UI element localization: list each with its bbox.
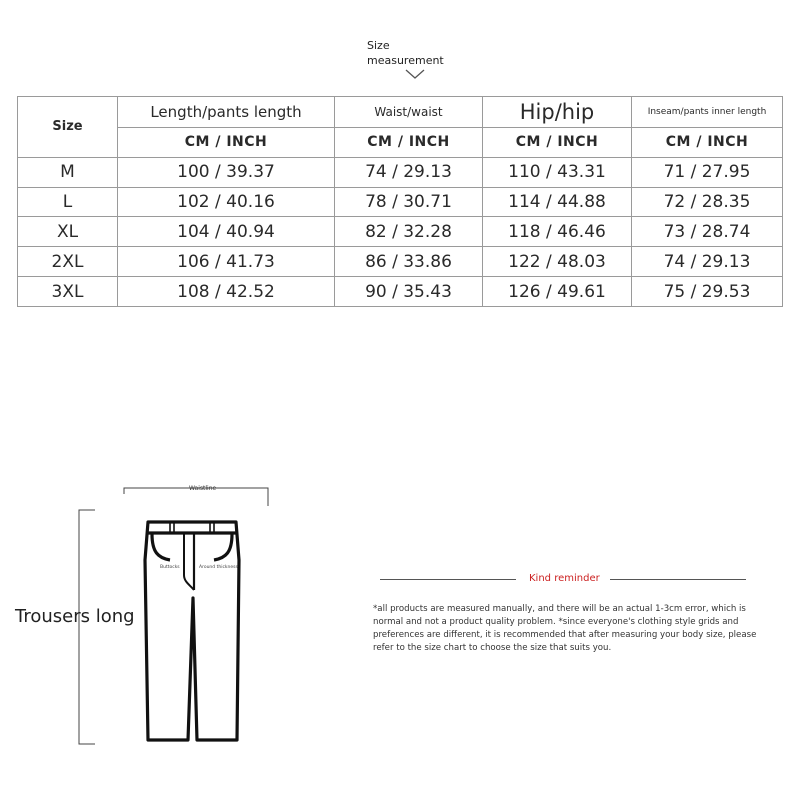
table-row <box>18 157 783 187</box>
hip-header: Hip/hip <box>483 97 632 128</box>
length-bracket <box>79 510 95 744</box>
inseam-cell: 73 / 28.74 <box>632 217 783 247</box>
size-measurement-title: Size measurement <box>367 39 444 67</box>
waist-cell: 74 / 29.13 <box>335 157 483 187</box>
waist-header: Waist/waist <box>335 97 483 128</box>
trousers-diagram <box>0 440 330 770</box>
unit-label: CM / INCH <box>483 127 632 157</box>
kind-reminder-text: *all products are measured manually, and there will be an actual 1-3cm error, which is normal and not a product quality problem. *since everyone's clothing style grids and preferences are different, it is recommended that after measuring your body size, please refer to the size chart to choose the size that suits you. <box>373 604 757 653</box>
size-cell: L <box>18 187 118 217</box>
size-header: Size <box>18 97 118 158</box>
buttocks-label: Buttocks <box>160 565 180 570</box>
inseam-header: Inseam/pants inner length <box>632 97 783 128</box>
chevron-down-icon <box>404 68 426 80</box>
length-cell: 106 / 41.73 <box>118 247 335 277</box>
length-cell: 108 / 42.52 <box>118 277 335 307</box>
inseam-cell: 75 / 29.53 <box>632 277 783 307</box>
inseam-cell: 74 / 29.13 <box>632 247 783 277</box>
unit-label: CM / INCH <box>632 127 783 157</box>
circumference-label: Around thickness <box>199 565 238 570</box>
divider <box>380 579 516 580</box>
unit-label: CM / INCH <box>118 127 335 157</box>
size-cell: M <box>18 157 118 187</box>
table-row <box>18 277 783 307</box>
hip-cell: 122 / 48.03 <box>483 247 632 277</box>
length-cell: 100 / 39.37 <box>118 157 335 187</box>
table-row <box>18 187 783 217</box>
hip-cell: 114 / 44.88 <box>483 187 632 217</box>
waist-cell: 90 / 35.43 <box>335 277 483 307</box>
size-cell: 2XL <box>18 247 118 277</box>
length-cell: 104 / 40.94 <box>118 217 335 247</box>
trousers-long-label: Trousers long <box>15 606 135 627</box>
kind-reminder-title: Kind reminder <box>529 573 600 584</box>
table-row <box>18 247 783 277</box>
size-cell: XL <box>18 217 118 247</box>
hip-cell: 110 / 43.31 <box>483 157 632 187</box>
size-chart-table <box>17 96 783 307</box>
hip-cell: 118 / 46.46 <box>483 217 632 247</box>
length-cell: 102 / 40.16 <box>118 187 335 217</box>
size-cell: 3XL <box>18 277 118 307</box>
waist-cell: 78 / 30.71 <box>335 187 483 217</box>
waistline-label: Waistline <box>189 485 217 492</box>
length-header: Length/pants length <box>118 97 335 128</box>
inseam-cell: 72 / 28.35 <box>632 187 783 217</box>
hip-cell: 126 / 49.61 <box>483 277 632 307</box>
trousers-icon <box>145 522 239 740</box>
inseam-cell: 71 / 27.95 <box>632 157 783 187</box>
unit-label: CM / INCH <box>335 127 483 157</box>
table-row <box>18 217 783 247</box>
waist-cell: 82 / 32.28 <box>335 217 483 247</box>
waist-cell: 86 / 33.86 <box>335 247 483 277</box>
divider <box>610 579 746 580</box>
